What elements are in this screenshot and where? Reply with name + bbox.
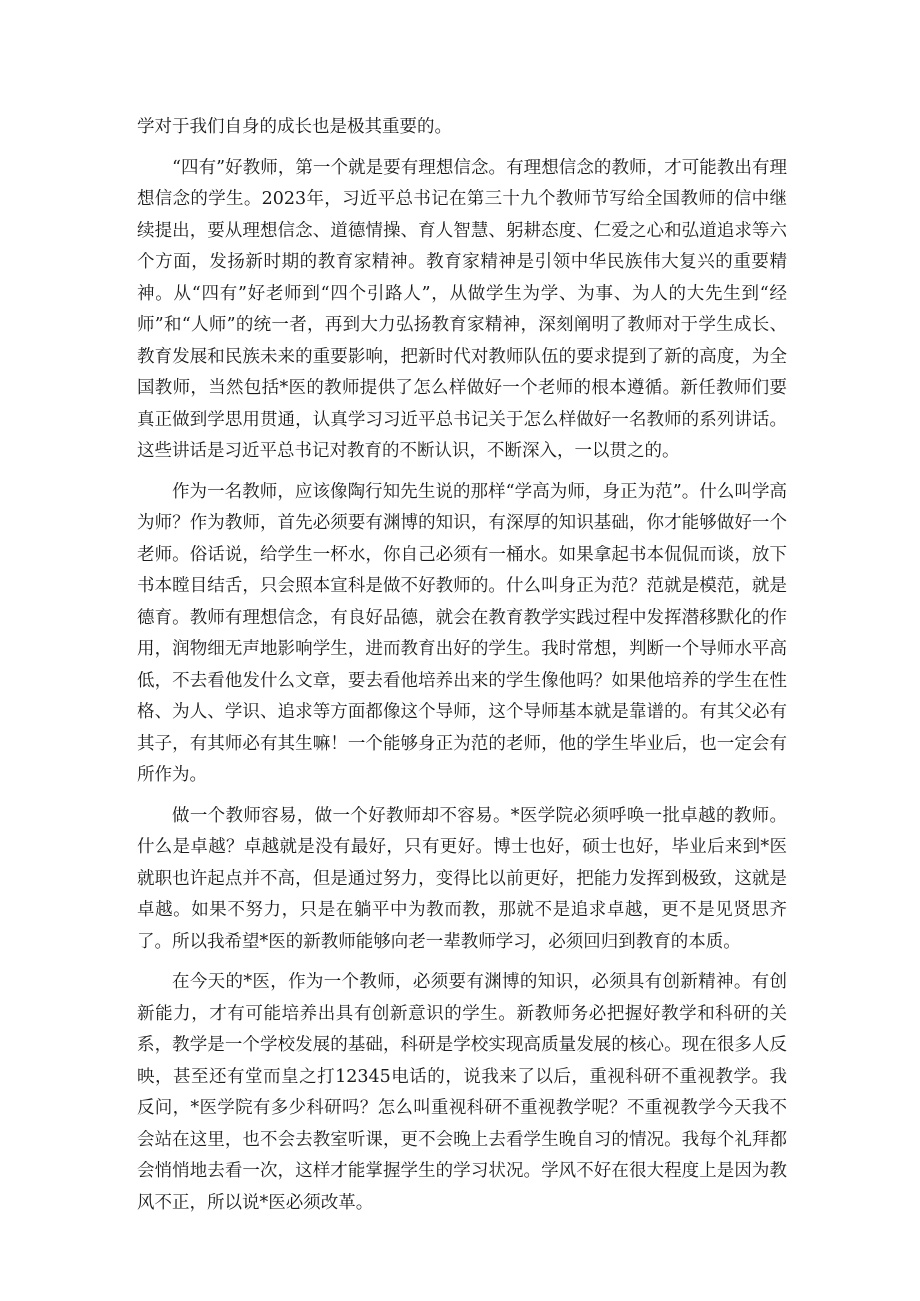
paragraph-four-haves-teacher: “四有”好教师，第一个就是要有理想信念。有理想信念的教师，才可能教出有理想信念的学生。2023年，习近平总书记在第三十九个教师节写给全国教师的信中继续提出，要从理想信念、道德情操、育人智慧、躬耕态度、仁爱之心和弘道追求等六个方面，发扬新时期的教育家精神。教育家精神是引领中华民族伟大复兴的重要精神。从“四有”好老师到“四个引路人”，从做学生为学、为事、为人的大先生到“经师”和“人师”的统一者，再到大力弘扬教育家精神，深刻阐明了教师对于学生成长、教育发展和民族未来的重要影响，把新时代对教师队伍的要求提到了新的高度，为全国教师，当然包括*医的教师提供了怎么样做好一个老师的根本遵循。新任教师们要真正做到学思用贯通，认真学习习近平总书记关于怎么样做好一名教师的系列讲话。这些讲话是习近平总书记对教育的不断认识，不断深入，一以贯之的。 bbox=[137, 157, 787, 461]
paragraph-innovation-and-reform: 在今天的*医，作为一个教师，必须要有渊博的知识，必须具有创新精神。有创新能力，才有可能培养出具有创新意识的学生。新教师务必把握好教学和科研的关系，教学是一个学校发展的基础，科研是学校实现高质量发展的核心。现在很多人反映，甚至还有堂而皇之打12345电话的，说我来了以后，重视科研不重视教学。我反问，*医学院有多少科研吗？怎么叫重视科研不重视教学呢？不重视教学今天我不会站在这里，也不会去教室听课，更不会晚上去看学生晚自习的情况。我每个礼拜都会悄悄地去看一次，这样才能掌握学生的学习状况。学风不好在很大程度上是因为教风不正，所以说*医必须改革。 bbox=[137, 972, 787, 1213]
paragraph-excellence: 做一个教师容易，做一个好教师却不容易。*医学院必须呼唤一批卓越的教师。什么是卓越？卓越就是没有最好，只有更好。博士也好，硕士也好，毕业后来到*医就职也许起点并不高，但是通过努力，变得比以前更好，把能力发挥到极致，这就是卓越。如果不努力，只是在躺平中为教而教，那就不是追求卓越，更不是见贤思齐了。所以我希望*医的新教师能够向老一辈教师学习，必须回归到教育的本质。 bbox=[137, 805, 787, 952]
paragraph-learning-and-virtue: 作为一名教师，应该像陶行知先生说的那样“学高为师，身正为范”。什么叫学高为师？作为教师，首先必须要有渊博的知识，有深厚的知识基础，你才能够做好一个老师。俗话说，给学生一杯水，你自己必须有一桶水。如果拿起书本侃侃而谈，放下书本瞠目结舌，只会照本宣科是做不好教师的。什么叫身正为范？范就是模范，就是德育。教师有理想信念，有良好品德，就会在教育教学实践过程中发挥潜移默化的作用，润物细无声地影响学生，进而教育出好的学生。我时常想，判断一个导师水平高低，不去看他发什么文章，要去看他培养出来的学生像他吗？如果他培养的学生在性格、为人、学识、追求等方面都像这个导师，这个导师基本就是靠谱的。有其父必有其子，有其师必有其生嘛！一个能够身正为范的老师，他的学生毕业后，也一定会有所作为。 bbox=[137, 481, 787, 785]
paragraph-continuation: 学对于我们自身的成长也是极其重要的。 bbox=[137, 117, 452, 137]
document-body bbox=[137, 112, 787, 1228]
